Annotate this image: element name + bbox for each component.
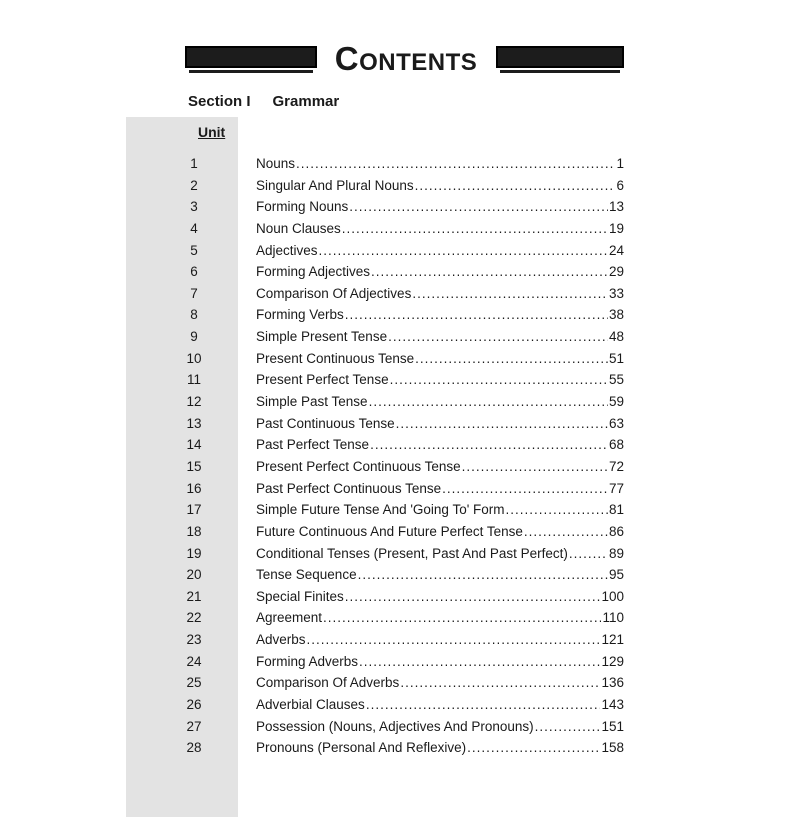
dot-leader <box>307 629 601 651</box>
toc-entry-line <box>256 413 624 435</box>
page-number: 68 <box>608 437 624 453</box>
toc-entry <box>0 607 800 629</box>
unit-number: 7 <box>190 285 198 301</box>
toc-entry <box>0 218 800 240</box>
topic-title: Tense Sequence <box>256 567 357 583</box>
page-number: 48 <box>608 329 624 345</box>
toc-entry <box>0 153 800 175</box>
unit-number: 15 <box>186 458 202 474</box>
unit-number: 20 <box>186 567 202 583</box>
dot-leader <box>371 261 608 283</box>
topic-title: Pronouns (Personal And Reflexive) <box>256 740 467 756</box>
page-number: 24 <box>608 242 624 258</box>
dot-leader <box>370 434 608 456</box>
page-number: 29 <box>608 264 624 280</box>
dot-leader <box>415 175 616 197</box>
dot-leader <box>358 564 608 586</box>
toc-entry <box>0 304 800 326</box>
dot-leader <box>366 694 601 716</box>
dot-leader <box>569 543 608 565</box>
toc-entry <box>0 478 800 500</box>
toc-entry <box>0 175 800 197</box>
topic-title: Simple Future Tense And 'Going To' Form <box>256 502 505 518</box>
dot-leader <box>442 478 608 500</box>
unit-number: 2 <box>190 177 198 193</box>
page-number: 72 <box>608 458 624 474</box>
title-bar-left <box>185 46 317 68</box>
topic-title: Comparison Of Adjectives <box>256 285 412 301</box>
dot-leader <box>506 499 608 521</box>
toc-entry-line <box>256 651 624 673</box>
topic-title: Future Continuous And Future Perfect Tense <box>256 523 523 539</box>
unit-number: 17 <box>186 502 202 518</box>
unit-number: 10 <box>186 350 202 366</box>
dot-leader <box>319 240 608 262</box>
section-heading <box>188 93 339 110</box>
toc-entry <box>0 543 800 565</box>
toc-entry <box>0 434 800 456</box>
unit-number: 11 <box>186 372 201 388</box>
toc-entry <box>0 737 800 759</box>
unit-number: 24 <box>186 653 202 669</box>
toc-entry <box>0 240 800 262</box>
unit-number: 4 <box>190 220 198 236</box>
topic-title: Comparison Of Adverbs <box>256 675 400 691</box>
toc-entry-line <box>256 586 624 608</box>
toc-entry-line <box>256 607 624 629</box>
dot-leader <box>296 153 615 175</box>
toc-entry <box>0 283 800 305</box>
toc-entry-line <box>256 672 624 694</box>
topic-title: Forming Nouns <box>256 199 349 215</box>
unit-number: 23 <box>186 632 202 648</box>
toc-entry-line <box>256 737 624 759</box>
topic-title: Past Perfect Tense <box>256 437 370 453</box>
dot-leader <box>524 521 608 543</box>
page-number: 136 <box>601 675 624 691</box>
title-bar-right <box>496 46 624 68</box>
toc-entry-line <box>256 175 624 197</box>
topic-title: Special Finites <box>256 588 344 604</box>
topic-title: Present Continuous Tense <box>256 350 415 366</box>
unit-number: 18 <box>186 523 202 539</box>
unit-number: 13 <box>186 415 202 431</box>
table-of-contents <box>0 153 800 759</box>
toc-entry <box>0 694 800 716</box>
toc-entry <box>0 672 800 694</box>
page-number: 121 <box>601 632 624 648</box>
toc-entry-line <box>256 304 624 326</box>
toc-entry-line <box>256 478 624 500</box>
toc-entry <box>0 326 800 348</box>
dot-leader <box>415 348 608 370</box>
toc-entry-line <box>256 499 624 521</box>
dot-leader <box>323 607 601 629</box>
page-number: 19 <box>608 220 624 236</box>
toc-entry <box>0 196 800 218</box>
dot-leader <box>342 218 608 240</box>
page-number: 55 <box>608 372 624 388</box>
toc-entry-line <box>256 369 624 391</box>
page-number: 38 <box>608 307 624 323</box>
toc-entry <box>0 261 800 283</box>
toc-entry <box>0 348 800 370</box>
page-number: 51 <box>608 350 624 366</box>
unit-number: 3 <box>190 199 198 215</box>
page-number: 110 <box>602 610 624 626</box>
dot-leader <box>412 283 608 305</box>
toc-entry-line <box>256 240 624 262</box>
topic-title: Adverbs <box>256 632 306 648</box>
toc-entry-line <box>256 261 624 283</box>
page-number: 59 <box>608 394 624 410</box>
dot-leader <box>462 456 608 478</box>
page-number: 33 <box>608 285 624 301</box>
unit-number: 22 <box>186 610 202 626</box>
dot-leader <box>396 413 608 435</box>
title-rest: ONTENTS <box>359 49 478 76</box>
page-number: 86 <box>608 523 624 539</box>
dot-leader <box>349 196 608 218</box>
unit-number: 6 <box>190 264 198 280</box>
dot-leader <box>467 737 600 759</box>
toc-entry-line <box>256 348 624 370</box>
toc-entry-line <box>256 434 624 456</box>
toc-entry-line <box>256 716 624 738</box>
topic-title: Possession (Nouns, Adjectives And Pronouns) <box>256 718 534 734</box>
unit-number: 12 <box>186 394 202 410</box>
unit-number: 9 <box>190 329 198 345</box>
page-number: 129 <box>601 653 624 669</box>
page-number: 89 <box>608 545 624 561</box>
toc-entry <box>0 369 800 391</box>
page-number: 143 <box>601 697 624 713</box>
unit-number: 5 <box>190 242 198 258</box>
page-number: 1 <box>616 156 624 171</box>
topic-title: Simple Past Tense <box>256 394 368 410</box>
section-label: Section I <box>188 93 251 110</box>
toc-entry-line <box>256 543 624 565</box>
topic-title: Nouns <box>256 156 296 171</box>
topic-title: Agreement <box>256 610 323 626</box>
page-number: 63 <box>608 415 624 431</box>
toc-entry-line <box>256 521 624 543</box>
topic-title: Forming Adverbs <box>256 653 359 669</box>
toc-entry <box>0 716 800 738</box>
toc-entry <box>0 564 800 586</box>
dot-leader <box>369 391 608 413</box>
toc-entry <box>0 521 800 543</box>
unit-number: 25 <box>186 675 202 691</box>
topic-title: Forming Adjectives <box>256 264 371 280</box>
dot-leader <box>345 304 608 326</box>
dot-leader <box>390 369 608 391</box>
unit-number: 8 <box>190 307 198 323</box>
toc-entry <box>0 651 800 673</box>
toc-entry-line <box>256 456 624 478</box>
toc-entry <box>0 586 800 608</box>
topic-title: Adjectives <box>256 242 318 258</box>
topic-title: Past Continuous Tense <box>256 415 395 431</box>
topic-title: Conditional Tenses (Present, Past And Past Perfect) <box>256 545 568 561</box>
topic-title: Simple Present Tense <box>256 329 388 345</box>
unit-column-header: Unit <box>198 124 226 140</box>
topic-title: Adverbial Clauses <box>256 697 365 713</box>
toc-entry <box>0 629 800 651</box>
page-number: 81 <box>608 502 624 518</box>
unit-number: 1 <box>190 156 198 171</box>
unit-number: 28 <box>186 740 202 756</box>
page-number: 95 <box>608 567 624 583</box>
topic-title: Forming Verbs <box>256 307 344 323</box>
page-number: 158 <box>601 740 624 756</box>
topic-title: Present Perfect Continuous Tense <box>256 458 461 474</box>
unit-number: 27 <box>186 718 202 734</box>
unit-number: 14 <box>186 437 202 453</box>
page-number: 77 <box>608 480 624 496</box>
page-number: 151 <box>601 718 624 734</box>
topic-title: Noun Clauses <box>256 220 341 236</box>
toc-entry-line <box>256 326 624 348</box>
unit-number: 21 <box>186 588 202 604</box>
section-name: Grammar <box>272 93 340 110</box>
dot-leader <box>345 586 601 608</box>
page-number: 13 <box>608 199 624 215</box>
toc-entry-line <box>256 196 624 218</box>
unit-number: 16 <box>186 480 202 496</box>
dot-leader <box>359 651 600 673</box>
topic-title: Present Perfect Tense <box>256 372 389 388</box>
toc-entry-line <box>256 629 624 651</box>
toc-entry-line <box>256 564 624 586</box>
toc-entry-line <box>256 283 624 305</box>
unit-number: 19 <box>186 545 202 561</box>
topic-title: Singular And Plural Nouns <box>256 177 414 193</box>
toc-entry <box>0 391 800 413</box>
topic-title: Past Perfect Continuous Tense <box>256 480 442 496</box>
toc-entry <box>0 499 800 521</box>
toc-entry <box>0 413 800 435</box>
page-number: 6 <box>616 177 624 193</box>
title-initial: C <box>334 40 360 77</box>
toc-entry <box>0 456 800 478</box>
dot-leader <box>388 326 608 348</box>
page-number: 100 <box>601 588 624 604</box>
page-title <box>318 42 494 75</box>
unit-number: 26 <box>186 697 202 713</box>
toc-entry-line <box>256 153 624 175</box>
toc-entry-line <box>256 391 624 413</box>
dot-leader <box>535 716 601 738</box>
dot-leader <box>400 672 600 694</box>
toc-entry-line <box>256 218 624 240</box>
toc-entry-line <box>256 694 624 716</box>
